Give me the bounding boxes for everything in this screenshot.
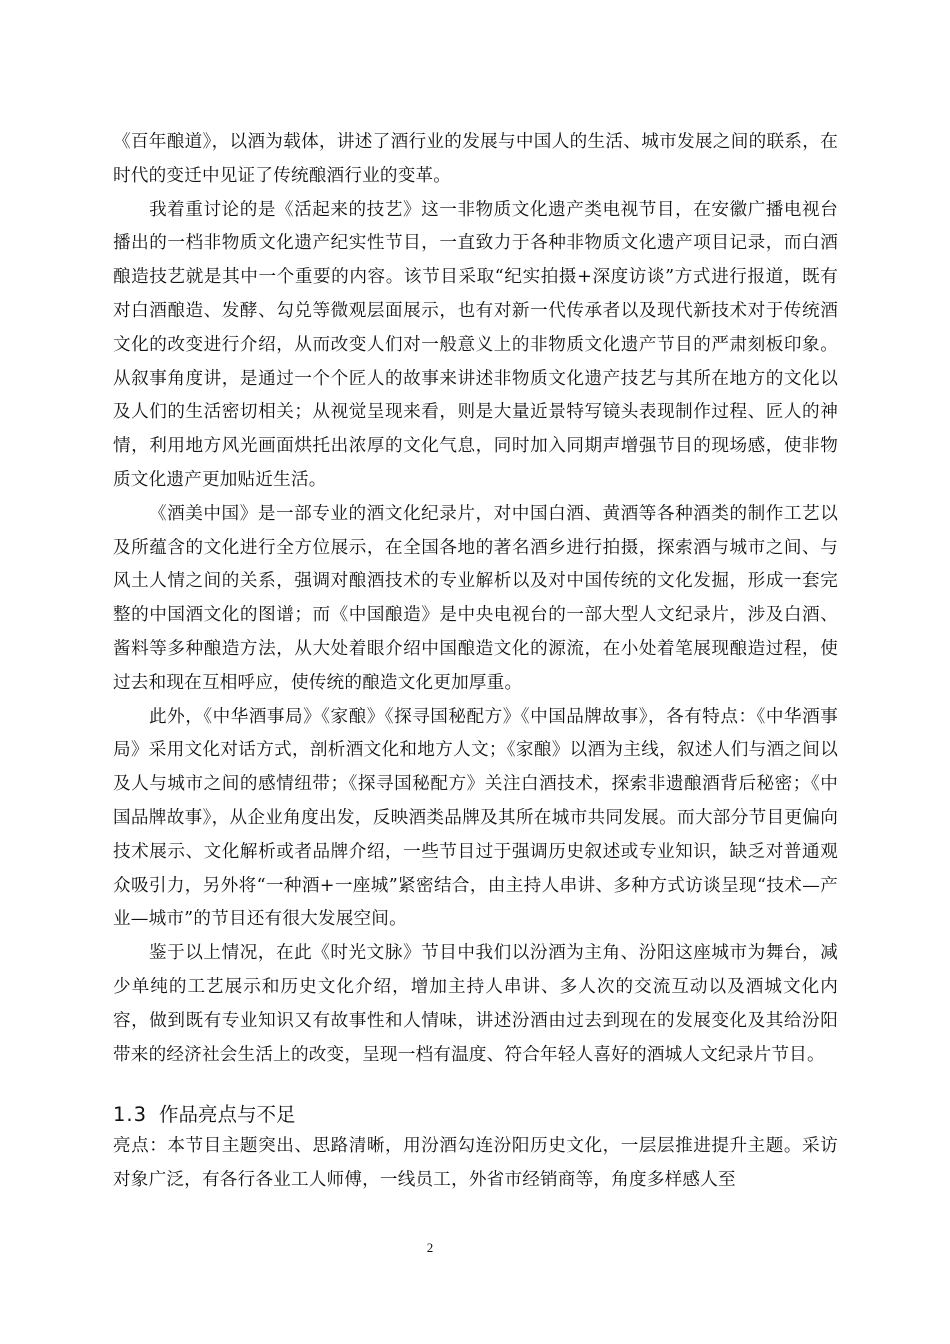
paragraph-highlights: 亮点：本节目主题突出、思路清晰，用汾酒勾连汾阳历史文化，一层层推进提升主题。采访对象广泛，有各行各业工人师傅，一线员工，外省市经销商等，角度多样感人至	[113, 1136, 838, 1191]
paragraph-shiguang-wenmai: 鉴于以上情况，在此《时光文脉》节目中我们以汾酒为主角、汾阳这座城市为舞台，减少单纯的工艺展示和历史文化介绍，增加主持人串讲、多人次的交流互动以及酒城文化内容，做到既有专业知识又有故事性和人情味，讲述汾酒由过去到现在的发展变化及其给汾阳带来的经济社会生活上的改变，呈现一档有温度、符合年轻人喜好的酒城人文纪录片节目。	[113, 943, 838, 1065]
paragraph-jiumei-zhongguo: 《酒美中国》是一部专业的酒文化纪录片，对中国白酒、黄酒等各种酒类的制作工艺以及所蕴含的文化进行全方位展示，在全国各地的著名酒乡进行拍摄，探索酒与城市之间、与风土人情之间的关系，强调对酿酒技术的专业解析以及对中国传统的文化发掘，形成一套完整的中国酒文化的图谱；而《中国酿造》是中央电视台的一部大型人文纪录片，涉及白酒、酱料等多种酿造方法，从大处着眼介绍中国酿造文化的源流，在小处着笔展现酿造过程，使过去和现在互相呼应，使传统的酿造文化更加厚重。	[113, 503, 838, 693]
section-title: 作品亮点与不足	[159, 1103, 296, 1127]
paragraph-huoqilai-de-jiyi: 我着重讨论的是《活起来的技艺》这一非物质文化遗产类电视节目，在安徽广播电视台播出的一档非物质文化遗产纪实性节目，一直致力于各种非物质文化遗产项目记录，而白酒酿造技艺就是其中一个重要的内容。该节目采取“纪实拍摄+深度访谈”方式进行报道，既有对白酒酿造、发酵、勾兑等微观层面展示，也有对新一代传承者以及现代新技术对于传统酒文化的改变进行介绍，从而改变人们对一般意义上的非物质文化遗产节目的严肃刻板印象。从叙事角度讲，是通过一个个匠人的故事来讲述非物质文化遗产技艺与其所在地方的文化以及人们的生活密切相关；从视觉呈现来看，则是大量近景特写镜头表现制作过程、匠人的神情，利用地方风光画面烘托出浓厚的文化气息，同时加入同期声增强节目的现场感，使非物质文化遗产更加贴近生活。	[113, 199, 838, 490]
page-body	[113, 126, 838, 1198]
paragraph-bainian-niangdao: 《百年酿道》，以酒为载体，讲述了酒行业的发展与中国人的生活、城市发展之间的联系，在时代的变迁中见证了传统酿酒行业的变革。	[113, 132, 838, 186]
section-number: 1.3	[113, 1103, 148, 1127]
paragraph-other-programs: 此外，《中华酒事局》《家酿》《探寻国秘配方》《中国品牌故事》，各有特点：《中华酒事局》采用文化对话方式，剖析酒文化和地方人文；《家酿》以酒为主线，叙述人们与酒之间以及人与城市之间的感情纽带；《探寻国秘配方》关注白酒技术，探索非遗酿酒背后秘密；《中国品牌故事》，从企业角度出发，反映酒类品牌及其所在城市共同发展。而大部分节目更偏向技术展示、文化解析或者品牌介绍，一些节目过于强调历史叙述或专业知识，缺乏对普通观众吸引力，另外将“一种酒+一座城”紧密结合，由主持人串讲、多种方式访谈呈现“技术—产业—城市”的节目还有很大发展空间。	[113, 706, 838, 930]
page-number: 2	[426, 1240, 434, 1255]
section-heading	[113, 1100, 838, 1130]
